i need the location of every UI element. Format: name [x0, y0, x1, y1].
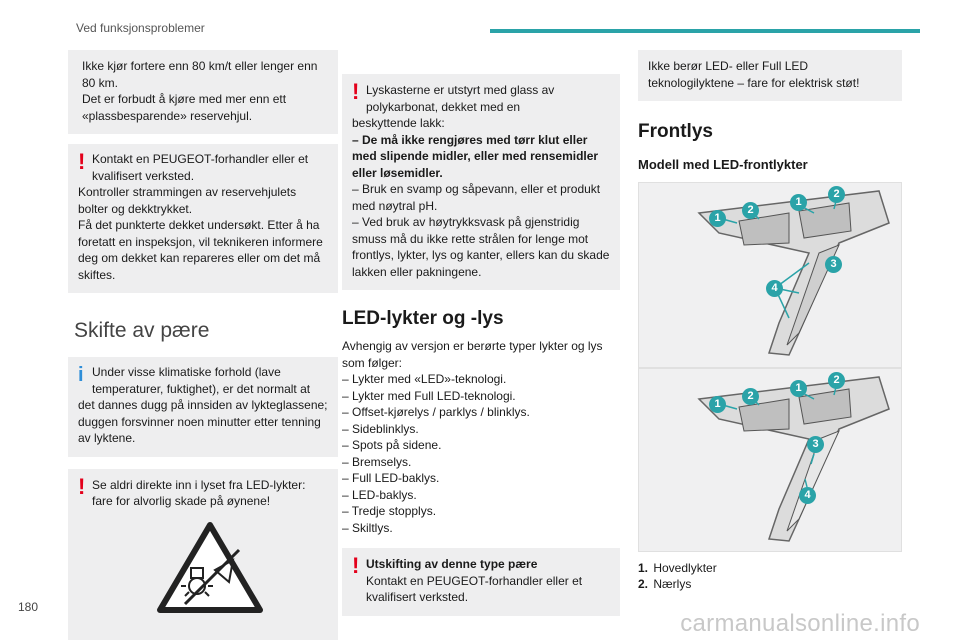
- info-box-condensation: [68, 357, 338, 457]
- warning-exclamation-icon: !: [78, 149, 86, 174]
- warning-box-replacement: [342, 548, 620, 616]
- callout-badge: 1: [790, 194, 807, 211]
- column-right: [638, 50, 902, 592]
- heading-bulb-change: Skifte av pære: [74, 319, 210, 342]
- callout-badge: 2: [742, 202, 759, 219]
- callout-badge: 1: [790, 380, 807, 397]
- callout-badge: 1: [709, 210, 726, 227]
- callout-badge: 2: [828, 186, 845, 203]
- led-intro: Avhengig av versjon er berørte typer lykter og lys som følger:: [342, 339, 603, 370]
- list-item: – Lykter med Full LED-teknologi.: [342, 388, 516, 403]
- speed-note-text: Ikke kjør fortere enn 80 km/t eller lenger enn 80 km. Det er forbudt å kjøre med mer enn ett «plassbesparende» reservehjul.: [82, 59, 318, 123]
- warning-exclamation-icon: !: [352, 79, 360, 104]
- legend-item: [638, 560, 902, 576]
- page-number: 180: [18, 600, 39, 614]
- callout-badge: 3: [807, 436, 824, 453]
- list-item: – Bremselys.: [342, 454, 412, 469]
- list-item: – Offset-kjørelys / parklys / blinklys.: [342, 405, 530, 419]
- column-left: [68, 50, 338, 640]
- legend-number: 2.: [638, 577, 649, 591]
- shock-note-text: Ikke berør LED- eller Full LED teknologilyktene – fare for elektrisk støt!: [648, 59, 860, 90]
- speed-note-box: [68, 50, 338, 134]
- replacement-text: Kontakt en PEUGEOT-forhandler eller et kvalifisert verksted.: [366, 573, 583, 604]
- info-icon: i: [78, 364, 84, 386]
- watermark: carmanualsonline.info: [680, 610, 920, 637]
- warning-box-dealer: [68, 144, 338, 293]
- warning-box-polycarbonate: [342, 74, 620, 290]
- warning-exclamation-icon: !: [352, 553, 360, 578]
- headlamp-figure-1: [638, 182, 902, 368]
- list-item: – Skiltlys.: [342, 520, 393, 535]
- callout-badge: 4: [799, 487, 816, 504]
- list-item: – LED-baklys.: [342, 487, 417, 502]
- list-item: – Tredje stopplys.: [342, 504, 437, 518]
- callout-badge: 4: [766, 280, 783, 297]
- warning-exclamation-icon: !: [78, 473, 86, 499]
- callout-badge: 1: [709, 396, 726, 413]
- headlamp-figure-2: [638, 368, 902, 552]
- info-condensation-first: Under visse klimatiske forhold (lave temperaturer, fuktighet), er det normalt at: [92, 365, 311, 396]
- eye-hazard-warning-icon: [92, 520, 328, 616]
- section-title: Ved funksjonsproblemer: [76, 21, 205, 35]
- warning-box-led-eyes: [68, 469, 338, 640]
- polycarbonate-rest: beskyttende lakk:: [352, 116, 445, 130]
- callout-badge: 3: [825, 256, 842, 273]
- warning-led-eyes-text: Se aldri direkte inn i lyset fra LED-lykter: fare for alvorlig skade på øynene!: [92, 477, 306, 508]
- legend-label: Hovedlykter: [653, 561, 717, 575]
- callout-badge: 2: [828, 372, 845, 389]
- warning-dealer-rest: Kontroller strammingen av reservehjulets bolter og dekktrykket. Få det punkterte dekket undersøkt. Etter å ha foretatt en inspeksjon, vil teknikeren informere deg om dekket kan repareres eller om det må skiftes.: [78, 185, 323, 282]
- list-item: – Sideblinklys.: [342, 421, 419, 436]
- replacement-title: Utskifting av denne type pære: [366, 557, 538, 571]
- heading-front-lights: Frontlys: [638, 121, 713, 142]
- legend-label: Nærlys: [653, 577, 692, 591]
- header-accent-bar: [490, 29, 920, 33]
- polycarbonate-first: Lyskasterne er utstyrt med glass av polykarbonat, dekket med en: [366, 83, 555, 114]
- legend-item: [638, 576, 902, 592]
- figure-legend: [638, 560, 902, 592]
- led-lamp-list: [342, 371, 620, 536]
- list-item: – Spots på sidene.: [342, 438, 442, 452]
- list-item: – Lykter med «LED»-teknologi.: [342, 372, 507, 386]
- shock-note-box: [638, 50, 902, 101]
- warning-dealer-first: Kontakt en PEUGEOT-forhandler eller et kvalifisert verksted.: [92, 152, 309, 183]
- column-middle: [342, 74, 620, 616]
- polycarbonate-bold: – De må ikke rengjøres med tørr klut eller med slipende midler, eller med rensemidler eller løsemidler.: [352, 132, 599, 180]
- heading-led-lamps: LED-lykter og -lys: [342, 308, 504, 329]
- legend-number: 1.: [638, 561, 649, 575]
- callout-badge: 2: [742, 388, 759, 405]
- subheading-led-model: Modell med LED-frontlykter: [638, 157, 808, 172]
- polycarbonate-end: – Bruk en svamp og såpevann, eller et produkt med nøytral pH. – Ved bruk av høytrykksvask på gjenstridig smuss må du ikke rette strålen for lenge mot frontlys, lykter, lys og kanter, ellers kan du skade lakken eller pakningene.: [352, 182, 610, 279]
- info-condensation-rest: det dannes dugg på innsiden av lykteglassene; duggen forsvinner noen minutter etter tenning av lyktene.: [78, 398, 328, 445]
- list-item: – Full LED-baklys.: [342, 471, 440, 485]
